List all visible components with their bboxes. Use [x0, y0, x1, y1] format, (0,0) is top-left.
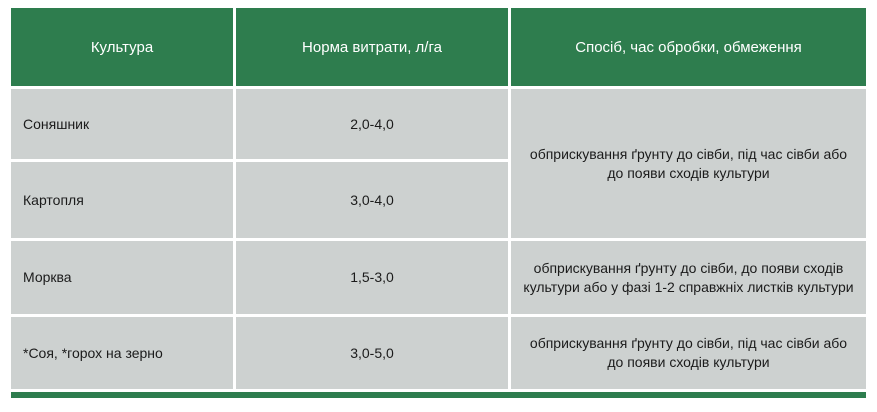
culture-cell: Морква	[11, 241, 233, 314]
column-header-culture: Культура	[11, 8, 233, 86]
bottom-accent-bar	[11, 392, 866, 398]
column-header-method: Спосіб, час обробки, обмеження	[511, 8, 866, 86]
rate-cell: 2,0-4,0	[236, 89, 508, 159]
method-cell-merged: обприскування ґрунту до сівби, під час сівби або до появи сходів культури	[511, 89, 866, 238]
method-cell: обприскування ґрунту до сівби, до появи сходів культури або у фазі 1-2 справжніх листків культури	[511, 241, 866, 314]
culture-cell: *Соя, *горох на зерно	[11, 317, 233, 389]
rates-table	[8, 5, 869, 392]
column-header-rate: Норма витрати, л/га	[236, 8, 508, 86]
rate-cell: 1,5-3,0	[236, 241, 508, 314]
rate-cell: 3,0-4,0	[236, 162, 508, 238]
rate-cell: 3,0-5,0	[236, 317, 508, 389]
header-row	[11, 8, 866, 86]
table-row	[11, 89, 866, 159]
table-row	[11, 241, 866, 314]
method-cell: обприскування ґрунту до сівби, під час сівби або до появи сходів культури	[511, 317, 866, 389]
culture-cell: Картопля	[11, 162, 233, 238]
table-row	[11, 317, 866, 389]
culture-cell: Соняшник	[11, 89, 233, 159]
